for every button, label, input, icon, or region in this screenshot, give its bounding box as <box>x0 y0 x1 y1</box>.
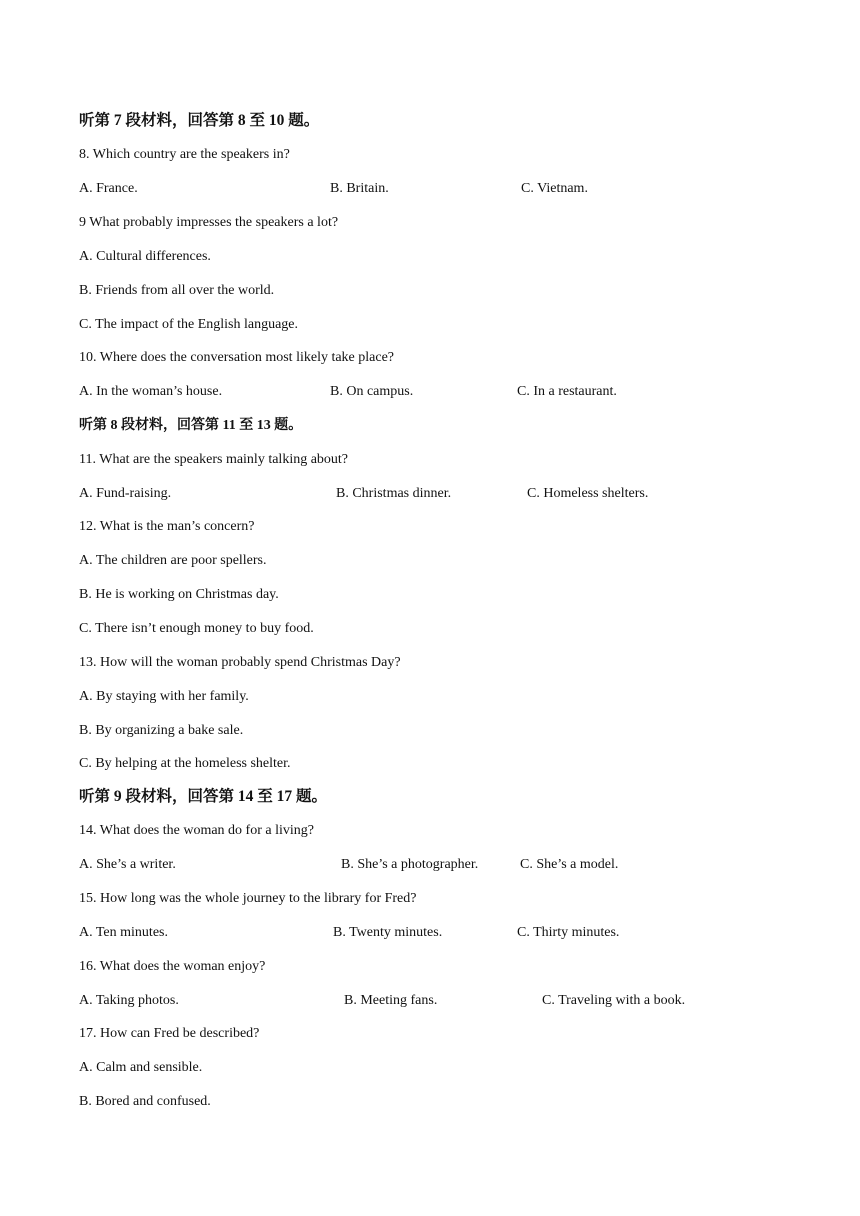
option-b[interactable]: B. Britain. <box>330 181 389 196</box>
option-b[interactable]: B. She’s a photographer. <box>341 857 479 872</box>
option-c[interactable]: C. Homeless shelters. <box>527 486 649 501</box>
option-c[interactable]: C. The impact of the English language. <box>79 317 299 332</box>
option-b[interactable]: B. On campus. <box>330 384 414 399</box>
option-c[interactable]: C. She’s a model. <box>520 857 619 872</box>
option-b[interactable]: B. Meeting fans. <box>344 993 438 1008</box>
option-a[interactable]: A. She’s a writer. <box>79 857 176 872</box>
option-b[interactable]: B. Twenty minutes. <box>333 925 443 940</box>
option-b[interactable]: B. By organizing a bake sale. <box>79 723 244 738</box>
option-a[interactable]: A. Fund-raising. <box>79 486 172 501</box>
option-a[interactable]: A. The children are poor spellers. <box>79 553 267 568</box>
question-text: 11. What are the speakers mainly talking about? <box>79 452 349 467</box>
option-c[interactable]: C. Vietnam. <box>521 181 588 196</box>
section-heading: 听第 7 段材料，回答第 8 至 10 题。 <box>79 112 320 129</box>
option-b[interactable]: B. Bored and confused. <box>79 1094 211 1109</box>
question-text: 9 What probably impresses the speakers a lot? <box>79 215 339 230</box>
question-text: 16. What does the woman enjoy? <box>79 959 266 974</box>
option-c[interactable]: C. Thirty minutes. <box>517 925 620 940</box>
question-text: 8. Which country are the speakers in? <box>79 147 290 162</box>
option-b[interactable]: B. He is working on Christmas day. <box>79 587 279 602</box>
option-b[interactable]: B. Christmas dinner. <box>336 486 452 501</box>
option-a[interactable]: A. France. <box>79 181 138 196</box>
option-a[interactable]: A. By staying with her family. <box>79 689 249 704</box>
option-a[interactable]: A. Calm and sensible. <box>79 1060 203 1075</box>
option-c[interactable]: C. In a restaurant. <box>517 384 617 399</box>
option-c[interactable]: C. There isn’t enough money to buy food. <box>79 621 314 636</box>
option-c[interactable]: C. By helping at the homeless shelter. <box>79 756 291 771</box>
question-text: 12. What is the man’s concern? <box>79 519 255 534</box>
section-heading: 听第 8 段材料，回答第 11 至 13 题。 <box>79 418 303 433</box>
question-text: 10. Where does the conversation most likely take place? <box>79 350 395 365</box>
question-text: 15. How long was the whole journey to the library for Fred? <box>79 891 417 906</box>
question-text: 14. What does the woman do for a living? <box>79 823 314 838</box>
option-a[interactable]: A. In the woman’s house. <box>79 384 223 399</box>
option-c[interactable]: C. Traveling with a book. <box>542 993 686 1008</box>
section-heading: 听第 9 段材料，回答第 14 至 17 题。 <box>79 788 328 805</box>
question-text: 13. How will the woman probably spend Christmas Day? <box>79 655 401 670</box>
question-text: 17. How can Fred be described? <box>79 1026 260 1041</box>
option-a[interactable]: A. Taking photos. <box>79 993 179 1008</box>
option-a[interactable]: A. Cultural differences. <box>79 249 211 264</box>
option-b[interactable]: B. Friends from all over the world. <box>79 283 275 298</box>
option-a[interactable]: A. Ten minutes. <box>79 925 168 940</box>
